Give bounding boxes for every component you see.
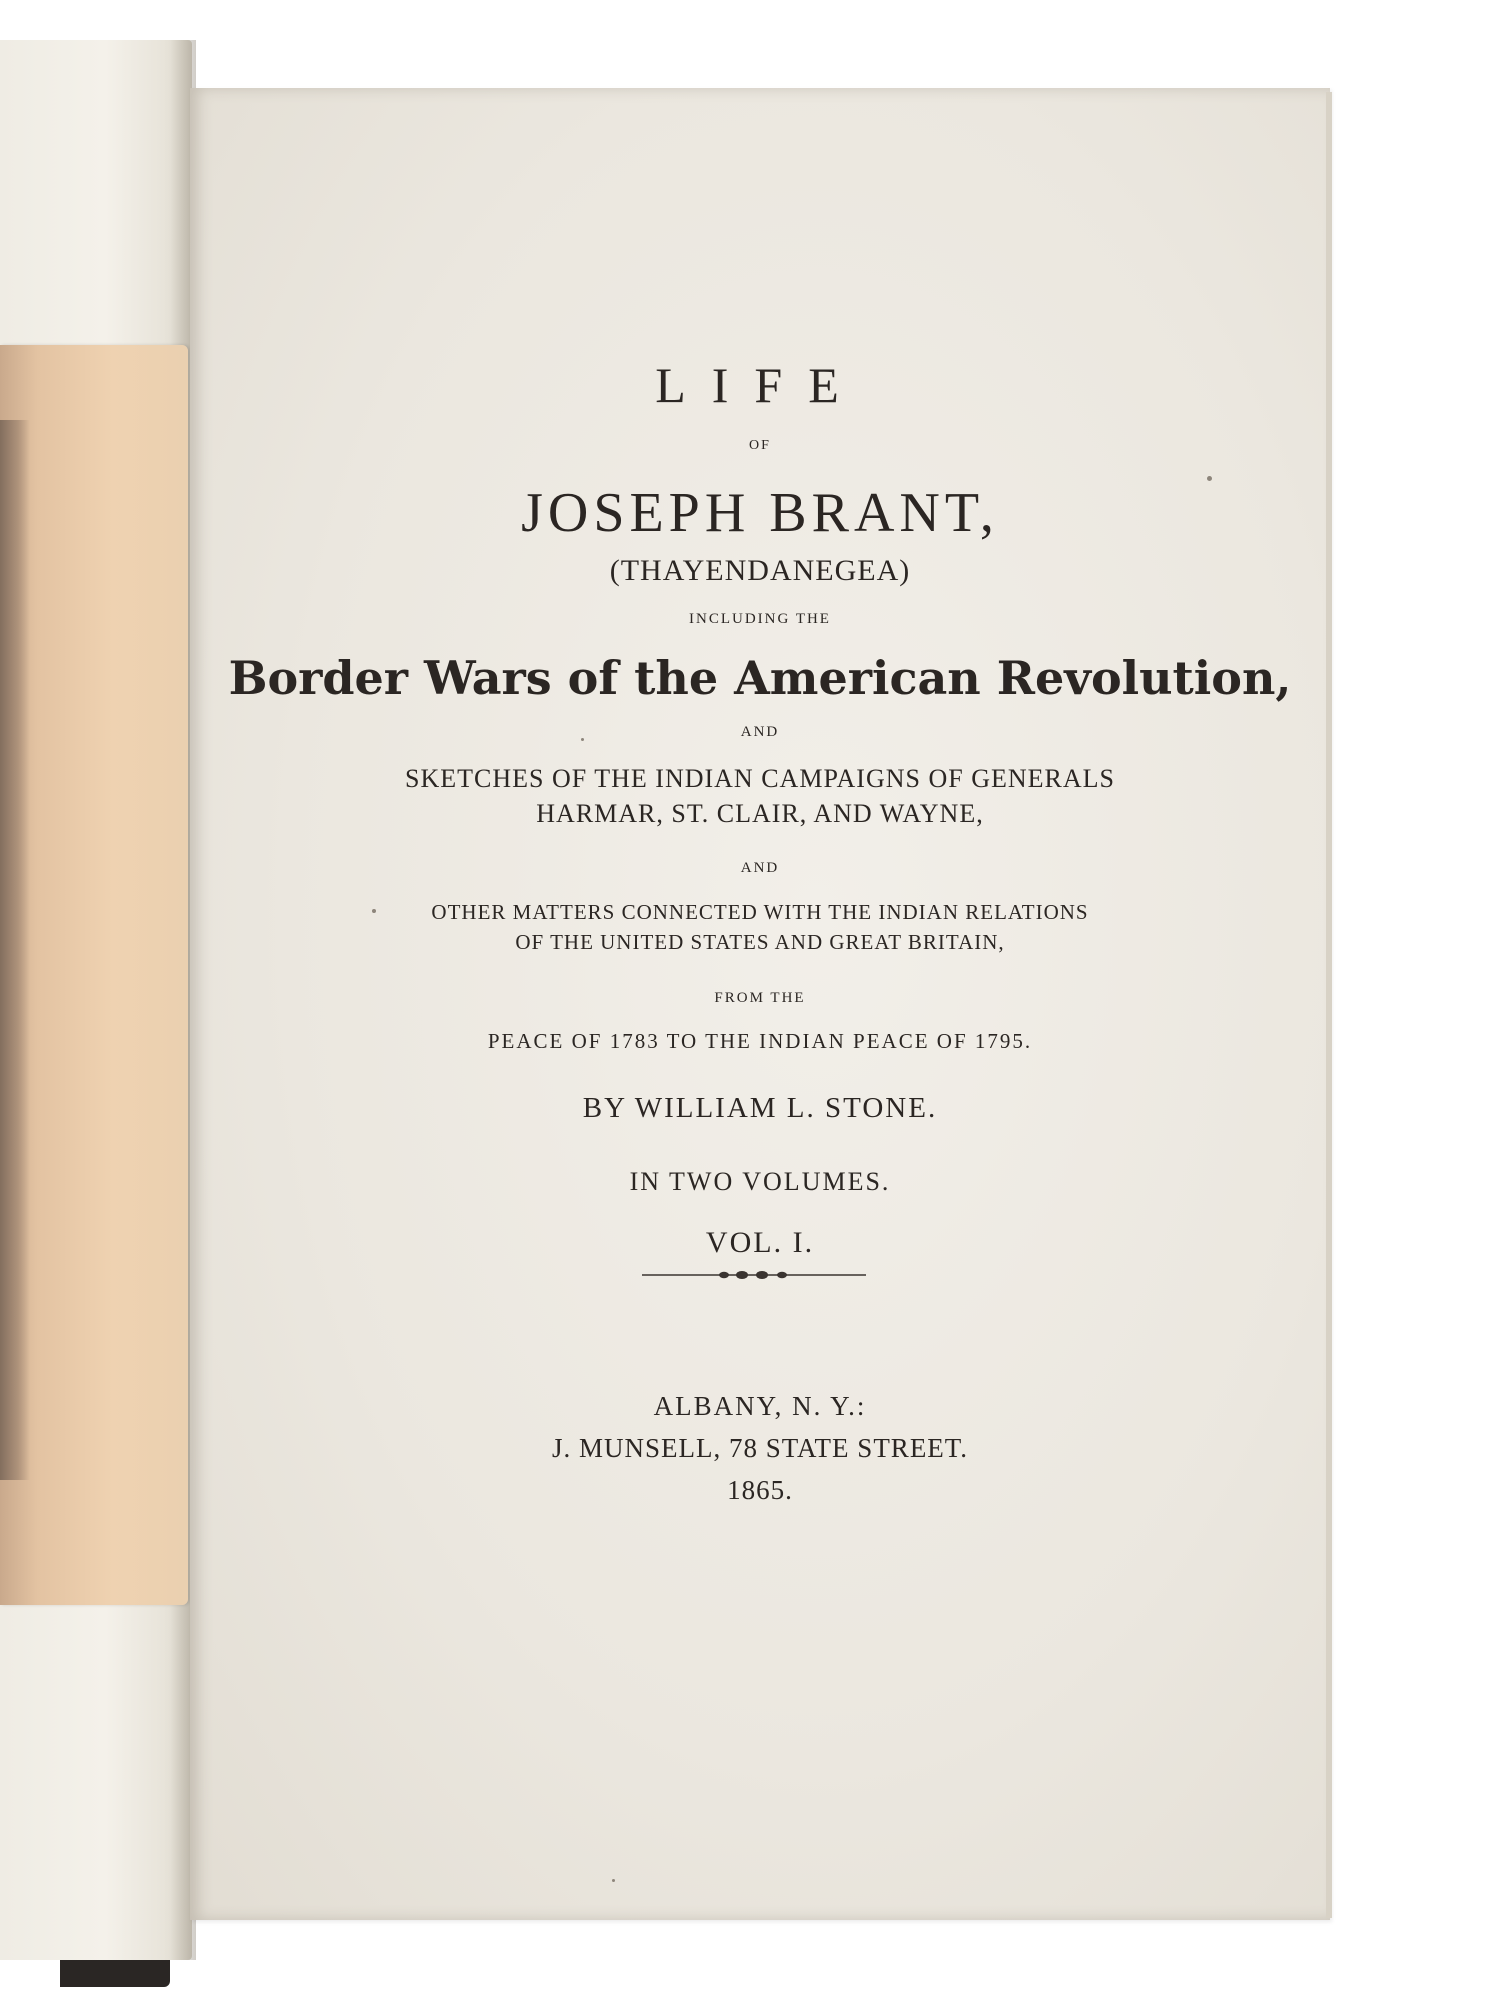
sketches-line-2: HARMAR, ST. CLAIR, AND WAYNE, <box>536 799 984 828</box>
imprint-year: 1865. <box>727 1475 793 1505</box>
other-matters-line-2: OF THE UNITED STATES AND GREAT BRITAIN, <box>515 930 1005 954</box>
rule-ornament-icon <box>642 1260 866 1290</box>
of-connector: OF <box>749 438 771 453</box>
sketches-line-1: SKETCHES OF THE INDIAN CAMPAIGNS OF GENERALS <box>405 764 1115 793</box>
foxing-spot <box>581 738 584 741</box>
and-connector-1: AND <box>740 724 780 740</box>
from-connector: FROM THE <box>714 990 806 1006</box>
blackletter-subtitle: Border Wars of the American Revolution, <box>228 651 1292 705</box>
subject-name: JOSEPH BRANT, <box>521 482 999 544</box>
including-connector: INCLUDING THE <box>689 611 831 627</box>
title-page-text <box>190 88 1330 1920</box>
other-matters-line-1: OTHER MATTERS CONNECTED WITH THE INDIAN RELATIONS <box>431 900 1089 924</box>
frontispiece-show-through <box>0 420 30 1480</box>
and-connector-2: AND <box>740 860 780 876</box>
imprint-publisher: J. MUNSELL, 78 STATE STREET. <box>551 1433 969 1463</box>
foxing-spot <box>372 909 376 913</box>
foxing-spot <box>612 1879 615 1882</box>
native-name: (THAYENDANEGEA) <box>609 554 911 587</box>
page-fore-edge <box>1326 92 1332 1918</box>
author-line: BY WILLIAM L. STONE. <box>582 1092 938 1124</box>
imprint-city: ALBANY, N. Y.: <box>653 1391 867 1421</box>
volumes-line: IN TWO VOLUMES. <box>629 1167 891 1196</box>
volume-number: VOL. I. <box>705 1226 815 1259</box>
main-title: LIFE <box>655 357 865 413</box>
title-page <box>190 88 1330 1920</box>
foxing-spot <box>1207 476 1212 481</box>
peace-dates-line: PEACE OF 1783 TO THE INDIAN PEACE OF 1795. <box>487 1029 1033 1053</box>
